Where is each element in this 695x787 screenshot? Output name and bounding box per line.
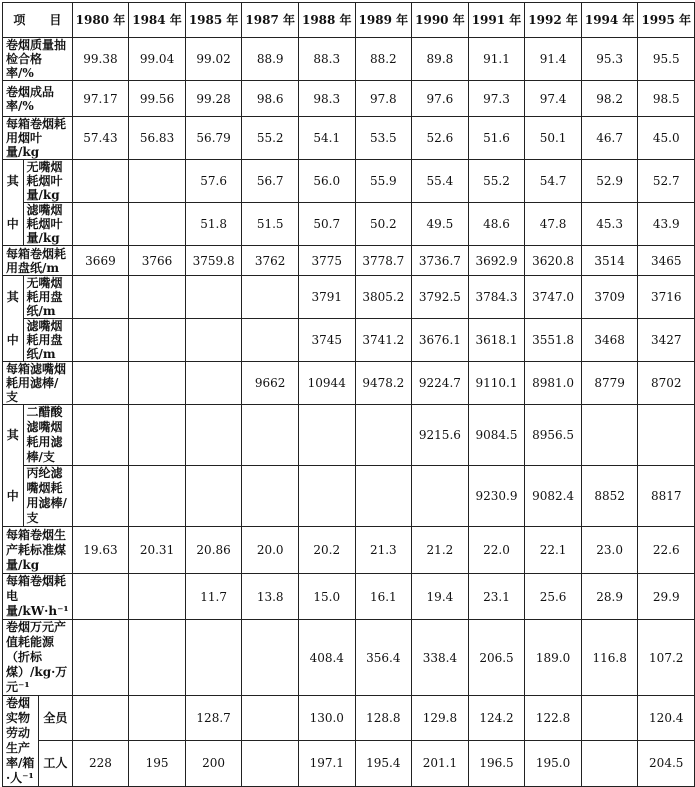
table-row (3, 117, 695, 160)
cell: 54.7 (525, 160, 582, 203)
cell (581, 405, 638, 466)
cell: 195 (129, 740, 186, 786)
cell: 107.2 (638, 620, 695, 696)
cell: 120.4 (638, 696, 695, 741)
year-1995: 1995 年 (638, 3, 695, 38)
cell: 19.4 (412, 574, 469, 620)
table-row (3, 38, 695, 81)
cell: 3792.5 (412, 276, 469, 319)
group-label-qi: 其 (3, 160, 24, 203)
cell: 3468 (581, 319, 638, 362)
cell: 55.2 (468, 160, 525, 203)
cell: 9084.5 (468, 405, 525, 466)
cell: 9230.9 (468, 466, 525, 527)
row-label: 每箱卷烟耗用烟叶量/kg (3, 117, 73, 160)
cell: 197.1 (298, 740, 355, 786)
table-row (3, 362, 695, 405)
header-item: 项 目 (3, 3, 73, 38)
cell (72, 160, 129, 203)
cell: 97.8 (355, 81, 412, 117)
cell: 3805.2 (355, 276, 412, 319)
year-1994: 1994 年 (581, 3, 638, 38)
cell: 200 (185, 740, 242, 786)
table-row (3, 466, 695, 527)
year-1984: 1984 年 (129, 3, 186, 38)
row-label: 卷烟质量抽检合格率/% (3, 38, 73, 81)
cell (129, 620, 186, 696)
cell: 20.0 (242, 527, 299, 574)
year-1987: 1987 年 (242, 3, 299, 38)
cell (185, 620, 242, 696)
cell: 56.0 (298, 160, 355, 203)
row-label: 每箱滤嘴烟耗用滤棒/支 (3, 362, 73, 405)
cell: 45.0 (638, 117, 695, 160)
cell: 9224.7 (412, 362, 469, 405)
table-row (3, 574, 695, 620)
cell: 52.9 (581, 160, 638, 203)
table-row (3, 740, 695, 786)
cell (185, 405, 242, 466)
cell (242, 319, 299, 362)
cell: 99.04 (129, 38, 186, 81)
cell: 95.3 (581, 38, 638, 81)
cell (72, 620, 129, 696)
cell: 3759.8 (185, 246, 242, 276)
group-label-zhong: 中 (3, 203, 24, 246)
cell (242, 405, 299, 466)
row-label: 每箱卷烟耗电量/kW·h⁻¹ (3, 574, 73, 620)
cell: 189.0 (525, 620, 582, 696)
cell: 52.7 (638, 160, 695, 203)
cell: 21.2 (412, 527, 469, 574)
row-label: 每箱卷烟耗用盘纸/m (3, 246, 73, 276)
cell: 97.17 (72, 81, 129, 117)
cell: 11.7 (185, 574, 242, 620)
cell: 56.79 (185, 117, 242, 160)
cell: 98.2 (581, 81, 638, 117)
cell (355, 405, 412, 466)
cell: 16.1 (355, 574, 412, 620)
row-label: 滤嘴烟耗用盘纸/m (23, 319, 72, 362)
cell (72, 574, 129, 620)
cell: 10944 (298, 362, 355, 405)
row-label: 二醋酸滤嘴烟耗用滤棒/支 (23, 405, 72, 466)
table-row (3, 319, 695, 362)
cell: 201.1 (412, 740, 469, 786)
cell: 21.3 (355, 527, 412, 574)
table-row (3, 405, 695, 466)
cell: 91.4 (525, 38, 582, 81)
cell: 51.5 (242, 203, 299, 246)
cell: 8852 (581, 466, 638, 527)
cell: 43.9 (638, 203, 695, 246)
cell: 25.6 (525, 574, 582, 620)
cell: 3427 (638, 319, 695, 362)
cell: 8981.0 (525, 362, 582, 405)
statistics-table (2, 2, 695, 787)
cell: 46.7 (581, 117, 638, 160)
cell: 88.9 (242, 38, 299, 81)
cell: 195.0 (525, 740, 582, 786)
cell: 88.3 (298, 38, 355, 81)
cell: 8702 (638, 362, 695, 405)
cell: 55.2 (242, 117, 299, 160)
cell: 9215.6 (412, 405, 469, 466)
cell (72, 466, 129, 527)
cell: 49.5 (412, 203, 469, 246)
cell (72, 319, 129, 362)
cell (638, 405, 695, 466)
cell (72, 696, 129, 741)
table-row (3, 527, 695, 574)
cell (242, 740, 299, 786)
cell: 15.0 (298, 574, 355, 620)
row-label: 无嘴烟耗用盘纸/m (23, 276, 72, 319)
cell: 95.5 (638, 38, 695, 81)
row-label: 丙纶滤嘴烟耗用滤棒/支 (23, 466, 72, 527)
cell: 9082.4 (525, 466, 582, 527)
sub-label-gongren: 工人 (39, 740, 73, 786)
cell: 53.5 (355, 117, 412, 160)
cell: 28.9 (581, 574, 638, 620)
table-row (3, 620, 695, 696)
cell (129, 203, 186, 246)
year-1989: 1989 年 (355, 3, 412, 38)
cell: 356.4 (355, 620, 412, 696)
cell: 3669 (72, 246, 129, 276)
cell (242, 466, 299, 527)
cell: 9662 (242, 362, 299, 405)
cell: 3618.1 (468, 319, 525, 362)
cell (72, 405, 129, 466)
cell: 99.38 (72, 38, 129, 81)
cell: 22.1 (525, 527, 582, 574)
cell (242, 276, 299, 319)
cell (185, 276, 242, 319)
cell (355, 466, 412, 527)
year-1985: 1985 年 (185, 3, 242, 38)
cell: 20.31 (129, 527, 186, 574)
cell: 98.3 (298, 81, 355, 117)
cell: 130.0 (298, 696, 355, 741)
cell (581, 696, 638, 741)
cell (185, 319, 242, 362)
cell: 56.83 (129, 117, 186, 160)
cell: 51.6 (468, 117, 525, 160)
cell (72, 362, 129, 405)
table-container (2, 2, 695, 787)
cell: 3791 (298, 276, 355, 319)
cell: 8779 (581, 362, 638, 405)
cell: 3741.2 (355, 319, 412, 362)
cell: 3465 (638, 246, 695, 276)
row-label: 每箱卷烟生产耗标准煤量/kg (3, 527, 73, 574)
cell: 122.8 (525, 696, 582, 741)
cell: 3716 (638, 276, 695, 319)
cell: 55.9 (355, 160, 412, 203)
cell: 3745 (298, 319, 355, 362)
cell (129, 696, 186, 741)
cell: 20.2 (298, 527, 355, 574)
table-row (3, 81, 695, 117)
cell: 29.9 (638, 574, 695, 620)
cell: 8817 (638, 466, 695, 527)
cell (129, 574, 186, 620)
cell: 9110.1 (468, 362, 525, 405)
cell: 50.2 (355, 203, 412, 246)
cell (412, 466, 469, 527)
cell (185, 466, 242, 527)
table-row (3, 160, 695, 203)
cell: 98.6 (242, 81, 299, 117)
cell: 50.1 (525, 117, 582, 160)
group-label-zhong: 中 (3, 319, 24, 362)
cell: 47.8 (525, 203, 582, 246)
cell: 56.7 (242, 160, 299, 203)
cell: 3775 (298, 246, 355, 276)
cell: 124.2 (468, 696, 525, 741)
cell: 88.2 (355, 38, 412, 81)
group-label-zhong: 中 (3, 466, 24, 527)
cell (581, 740, 638, 786)
cell: 13.8 (242, 574, 299, 620)
cell: 99.28 (185, 81, 242, 117)
cell: 3692.9 (468, 246, 525, 276)
cell: 3551.8 (525, 319, 582, 362)
cell: 3709 (581, 276, 638, 319)
cell: 52.6 (412, 117, 469, 160)
cell: 128.8 (355, 696, 412, 741)
cell (298, 466, 355, 527)
row-label: 滤嘴烟耗烟叶量/kg (23, 203, 72, 246)
row-label: 卷烟成品率/% (3, 81, 73, 117)
cell: 3676.1 (412, 319, 469, 362)
cell (129, 276, 186, 319)
cell: 3514 (581, 246, 638, 276)
cell (129, 160, 186, 203)
cell (298, 405, 355, 466)
cell: 22.0 (468, 527, 525, 574)
cell: 89.8 (412, 38, 469, 81)
group-label-qi: 其 (3, 405, 24, 466)
table-row (3, 246, 695, 276)
table-row (3, 203, 695, 246)
header-row (3, 3, 695, 38)
cell (129, 362, 186, 405)
cell: 8956.5 (525, 405, 582, 466)
cell: 3784.3 (468, 276, 525, 319)
cell: 19.63 (72, 527, 129, 574)
cell: 228 (72, 740, 129, 786)
cell: 206.5 (468, 620, 525, 696)
cell: 48.6 (468, 203, 525, 246)
year-1990: 1990 年 (412, 3, 469, 38)
table-row (3, 276, 695, 319)
cell: 3766 (129, 246, 186, 276)
year-1988: 1988 年 (298, 3, 355, 38)
cell: 408.4 (298, 620, 355, 696)
cell (242, 696, 299, 741)
cell: 9478.2 (355, 362, 412, 405)
year-1992: 1992 年 (525, 3, 582, 38)
cell: 3736.7 (412, 246, 469, 276)
cell: 45.3 (581, 203, 638, 246)
cell (72, 203, 129, 246)
cell: 196.5 (468, 740, 525, 786)
cell: 22.6 (638, 527, 695, 574)
cell: 57.43 (72, 117, 129, 160)
cell: 204.5 (638, 740, 695, 786)
cell: 3620.8 (525, 246, 582, 276)
cell: 57.6 (185, 160, 242, 203)
cell: 97.6 (412, 81, 469, 117)
cell: 20.86 (185, 527, 242, 574)
cell: 195.4 (355, 740, 412, 786)
group-label-qi: 其 (3, 276, 24, 319)
cell (129, 466, 186, 527)
cell: 338.4 (412, 620, 469, 696)
row-label: 卷烟实物劳动生产率/箱·人⁻¹ (3, 696, 39, 787)
table-row (3, 696, 695, 741)
sub-label-quanyuan: 全员 (39, 696, 73, 741)
cell: 54.1 (298, 117, 355, 160)
row-label: 无嘴烟耗烟叶量/kg (23, 160, 72, 203)
year-1980: 1980 年 (72, 3, 129, 38)
cell: 99.02 (185, 38, 242, 81)
cell: 23.0 (581, 527, 638, 574)
year-1991: 1991 年 (468, 3, 525, 38)
cell: 128.7 (185, 696, 242, 741)
cell: 51.8 (185, 203, 242, 246)
cell: 3778.7 (355, 246, 412, 276)
cell: 97.4 (525, 81, 582, 117)
cell (242, 620, 299, 696)
cell: 3747.0 (525, 276, 582, 319)
cell (129, 319, 186, 362)
cell: 116.8 (581, 620, 638, 696)
cell: 98.5 (638, 81, 695, 117)
cell: 129.8 (412, 696, 469, 741)
row-label: 卷烟万元产值耗能源（折标煤）/kg·万元⁻¹ (3, 620, 73, 696)
cell: 91.1 (468, 38, 525, 81)
cell (72, 276, 129, 319)
cell: 50.7 (298, 203, 355, 246)
cell: 99.56 (129, 81, 186, 117)
cell: 97.3 (468, 81, 525, 117)
cell: 55.4 (412, 160, 469, 203)
cell (185, 362, 242, 405)
cell: 23.1 (468, 574, 525, 620)
cell: 3762 (242, 246, 299, 276)
cell (129, 405, 186, 466)
